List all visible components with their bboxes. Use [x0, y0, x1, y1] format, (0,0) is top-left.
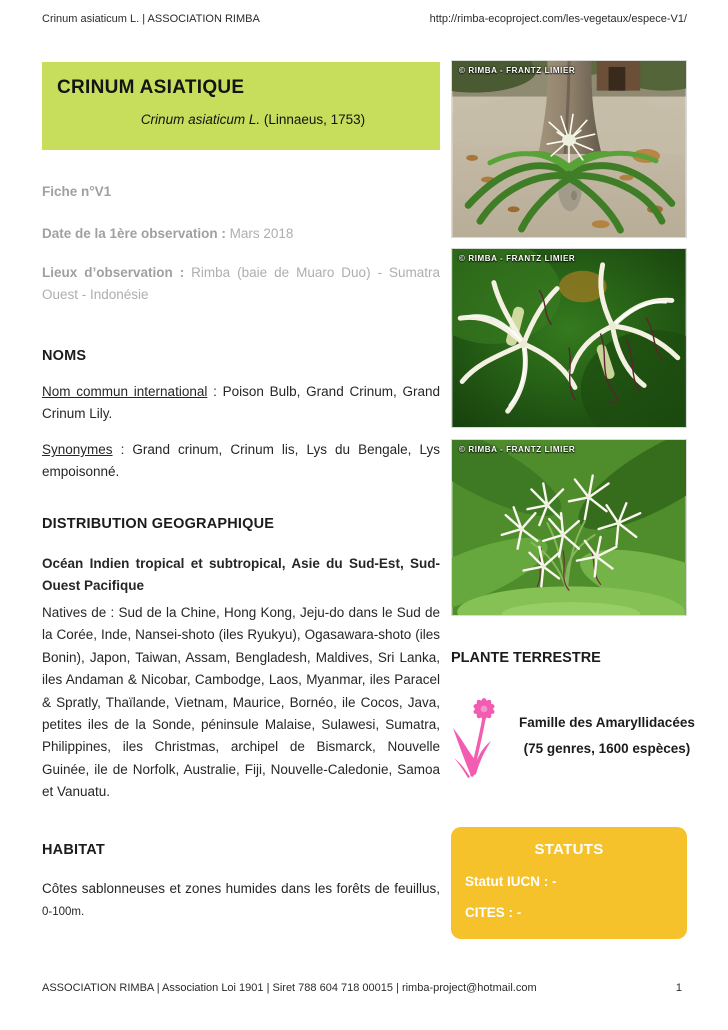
section-heading-noms: NOMS: [42, 348, 87, 364]
header-url: http://rimba-ecoproject.com/les-vegetaux/espece-V1/: [429, 13, 687, 25]
habitat-altitude: 0-100m.: [42, 906, 85, 918]
photo-plant-beach: [451, 60, 687, 238]
date-label: Date de la 1ère observation :: [42, 226, 230, 241]
common-names-paragraph: [42, 381, 440, 425]
family-stats: (75 genres, 1600 espèces): [523, 741, 691, 756]
section-heading-distribution: DISTRIBUTION GEOGRAPHIQUE: [42, 516, 275, 532]
common-names-label: Nom commun international: [42, 384, 208, 399]
family-text: [519, 694, 695, 780]
photo-flower-cluster: [451, 439, 687, 616]
header-doc-title: Crinum asiaticum L. | ASSOCIATION RIMBA: [42, 13, 260, 25]
photo-flowers-closeup: [451, 248, 687, 428]
photo-flowers-closeup-illustration: [452, 249, 686, 427]
species-author: (Linnaeus, 1753): [260, 112, 366, 127]
common-names-text: : Poison Bulb, Grand Crinum, Grand Crinum Lily.: [42, 384, 440, 421]
date-value: Mars 2018: [229, 226, 294, 241]
family-name: Famille des Amaryllidacées: [519, 715, 695, 730]
statuts-box: [451, 827, 687, 939]
distribution-subheading: Océan Indien tropical et subtropical, Asie du Sud-Est, Sud-Ouest Pacifique: [42, 556, 440, 593]
habitat-paragraph: [42, 878, 440, 923]
photo-flower-cluster-illustration: [452, 440, 686, 615]
statuts-heading: STATUTS: [534, 841, 604, 858]
page-number: 1: [675, 982, 682, 994]
synonyms-paragraph: [42, 439, 440, 483]
section-heading-plante-terrestre: PLANTE TERRESTRE: [451, 650, 601, 666]
family-info-row: [451, 694, 701, 780]
photo-watermark: © RIMBA - FRANTZ LIMIER: [459, 254, 576, 263]
title-box: [42, 62, 440, 150]
habitat-text: Côtes sablonneuses et zones humides dans les forêts de feuillus,: [42, 881, 440, 896]
species-subtitle: [42, 112, 440, 127]
fiche-number: Fiche n°V1: [42, 184, 112, 199]
first-observation-date: [42, 226, 440, 241]
synonyms-label: Synonymes: [42, 442, 113, 457]
distribution-body: Natives de : Sud de la Chine, Hong Kong, Jeju-do dans le Sud de la Corée, Inde, Nansei-shoto (iles Ryukyu), Ogasawara-shoto (iles Bonin), Japon, Taiwan, Assam, Bengladesh, Maldives, Sri Lanka, iles Andaman & Nicobar, Cambodge, Laos, Myanmar, iles Paracel & Spratly, Thaïlande, Vietnam, Maurice, Bornéo, ile Cocos, Java, petites iles de la Sonde, péninsule Malaise, Sulawesi, Sumatra, Philippines, iles Christmas, archipel de Bismarck, Nouvelle Guinée, ile de Norfolk, Australie, Fiji, Nouvelle-Caledonie, Samoa et Vanuatu.: [42, 605, 440, 800]
lieux-value: Rimba (baie de Muaro Duo) - Sumatra Ouest - Indonésie: [42, 265, 440, 302]
photo-watermark: © RIMBA - FRANTZ LIMIER: [459, 445, 576, 454]
iucn-status: Statut IUCN : -: [465, 874, 557, 889]
photo-plant-beach-illustration: [452, 61, 686, 237]
page-title: CRINUM ASIATIQUE: [57, 77, 245, 98]
lily-flower-icon: [451, 694, 503, 780]
footer-info: ASSOCIATION RIMBA | Association Loi 1901 | Siret 788 604 718 00015 | rimba-project@hotmail.com: [42, 982, 537, 994]
observation-places: [42, 262, 440, 306]
photo-watermark: © RIMBA - FRANTZ LIMIER: [459, 66, 576, 75]
lieux-label: Lieux d’observation :: [42, 265, 192, 280]
section-heading-habitat: HABITAT: [42, 842, 105, 858]
synonyms-text: : Grand crinum, Crinum lis, Lys du Bengale, Lys empoisonné.: [42, 442, 440, 479]
cites-status: CITES : -: [465, 905, 522, 920]
species-latin-name: Crinum asiaticum L.: [140, 112, 261, 127]
